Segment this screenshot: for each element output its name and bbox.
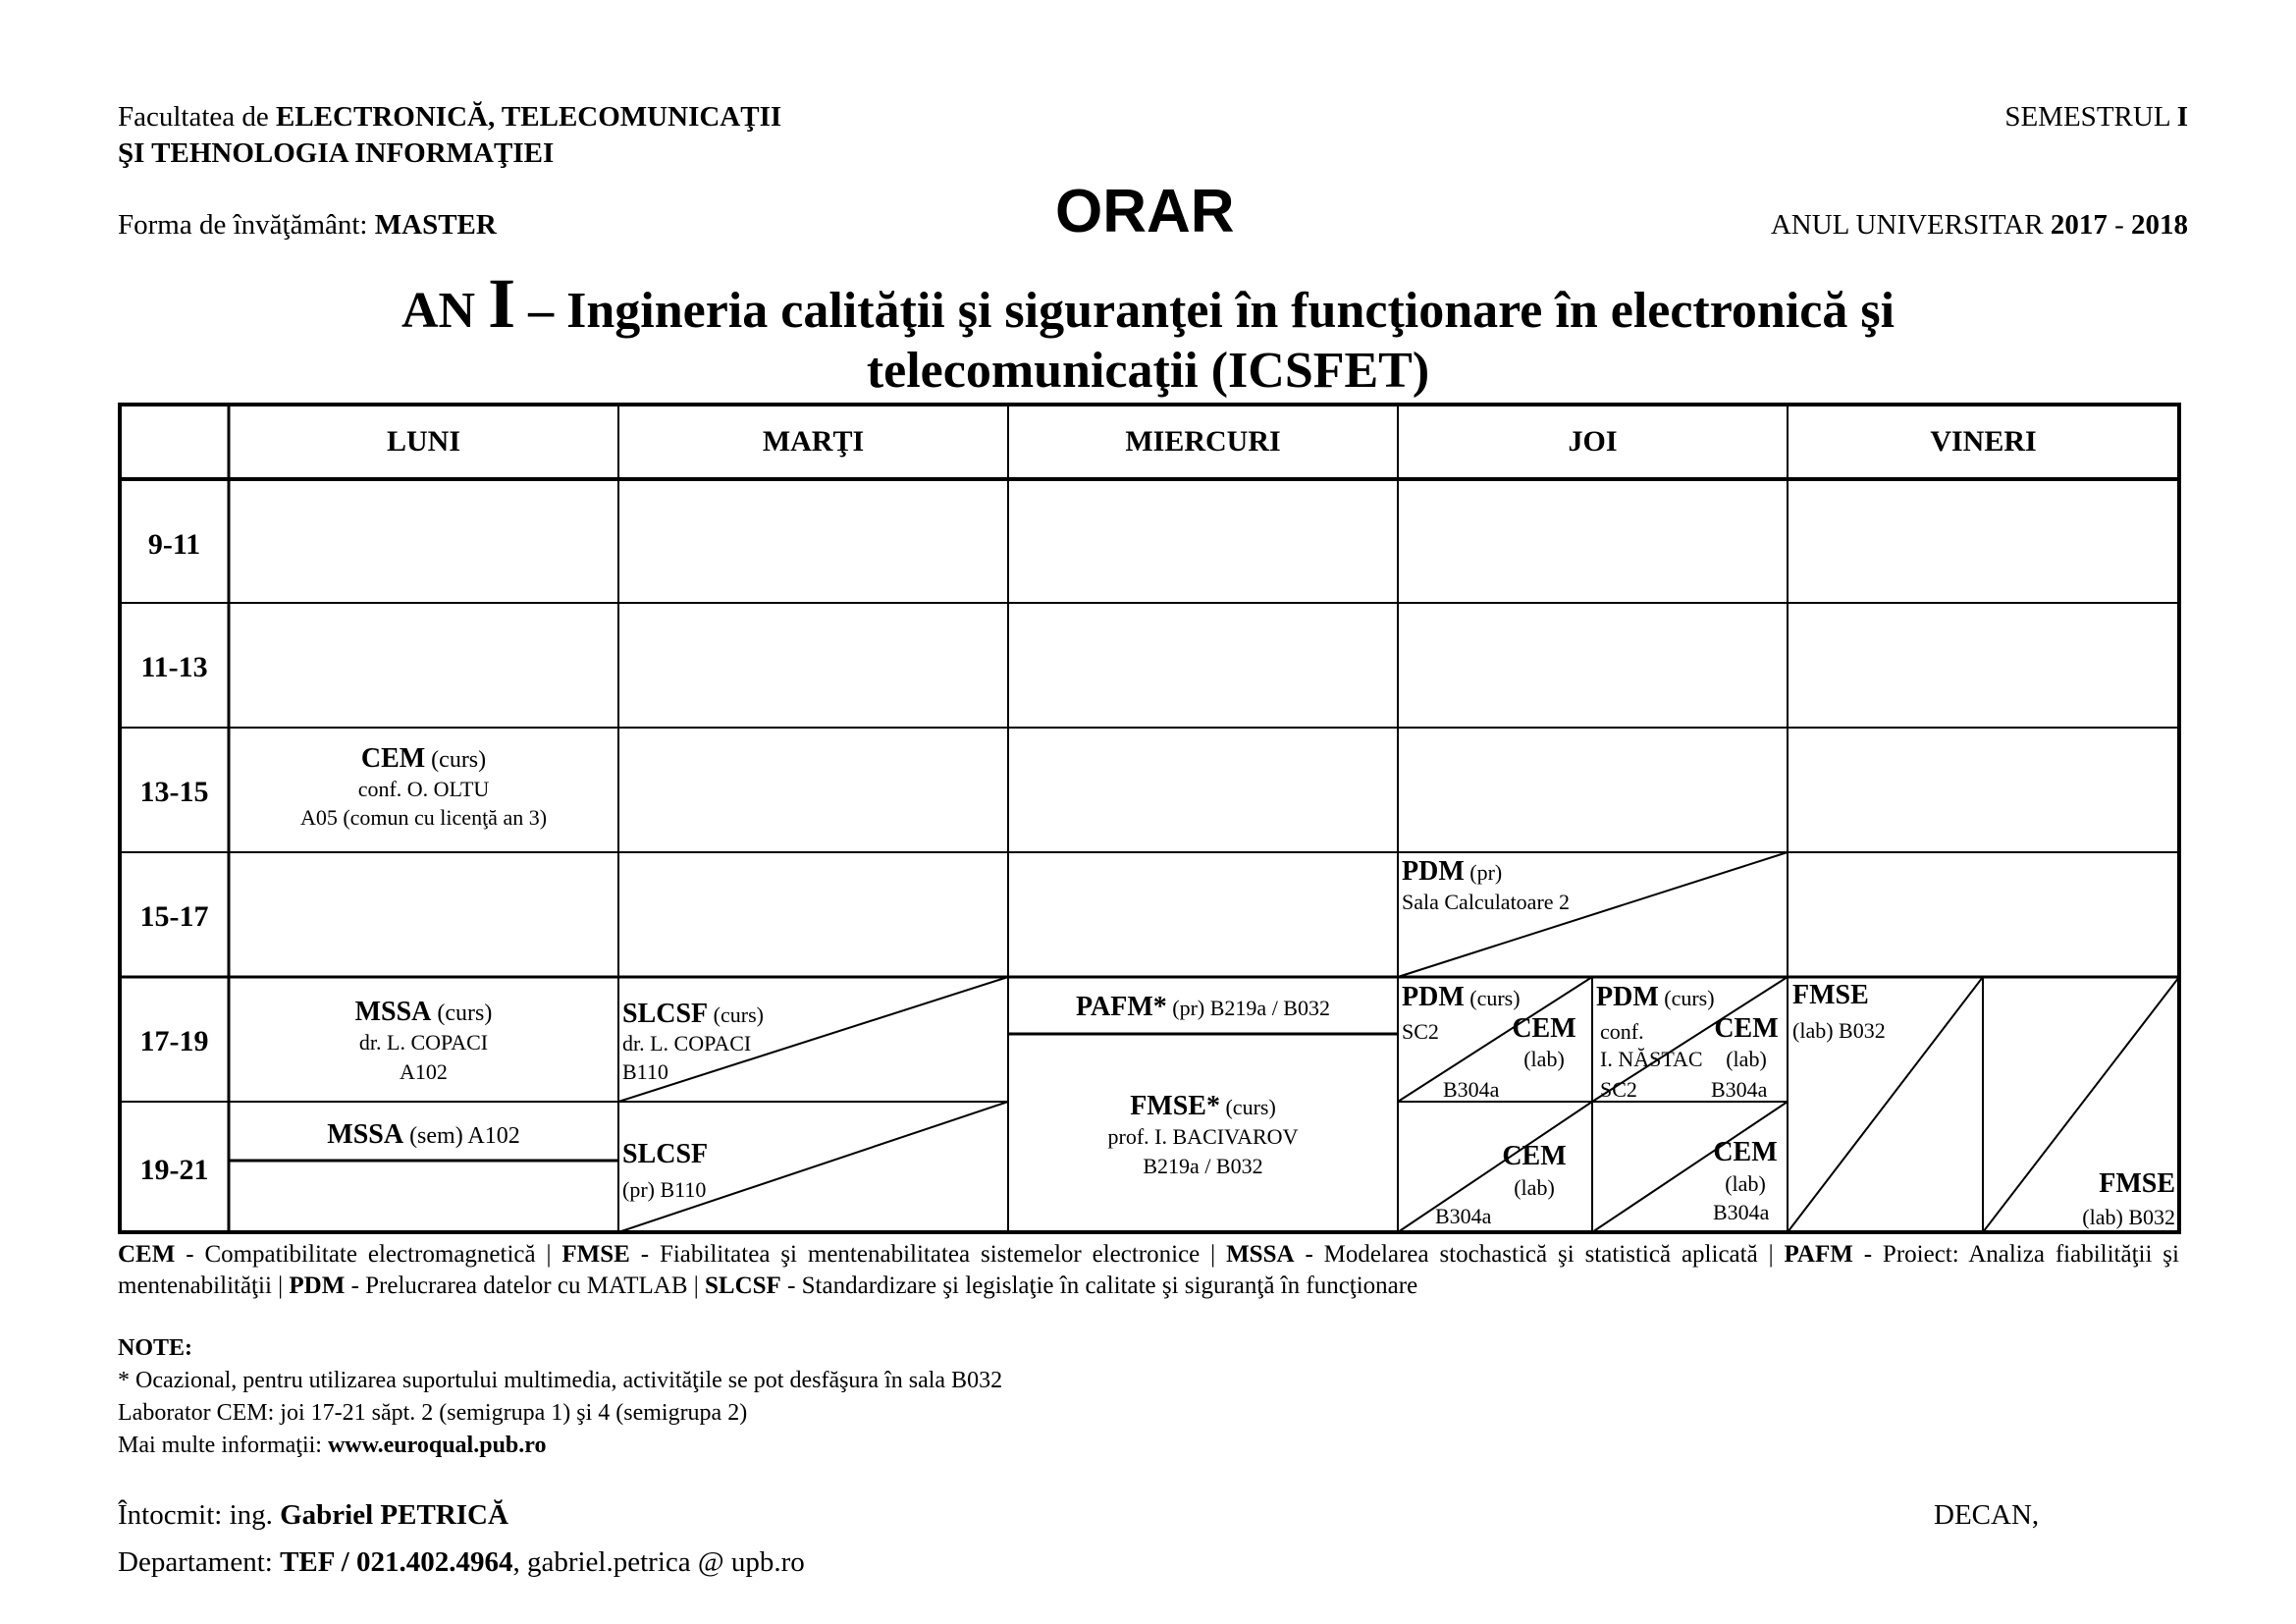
time-slot-9-11: 9-11 (147, 528, 201, 561)
room-cem-joi-1: B304a (1443, 1077, 1500, 1102)
time-slot-19-21: 19-21 (139, 1154, 209, 1186)
faculty-line-2: ŞI TEHNOLOGIA INFORMAŢIEI (118, 137, 555, 169)
program-title-line-2: telecomunicaţii (ICSFET) (866, 343, 1430, 399)
class-cem-lab-joi-4: CEM (lab) (1713, 1137, 1778, 1196)
faculty-line-1: Facultatea de ELECTRONICĂ, TELECOMUNICAŢII (118, 101, 782, 133)
teacher-pdm-joi-b-2: I. NĂSTAC (1600, 1047, 1703, 1071)
day-header-joi: JOI (1568, 425, 1618, 458)
program-title-line-1: AN I – Ingineria calităţii şi siguranţei în funcţionare în electronică şi (400, 264, 1896, 343)
day-header-miercuri: MIERCURI (1125, 425, 1281, 458)
class-slcsf-project-marti: SLCSF (pr) B110 (622, 1139, 709, 1202)
time-slot-13-15: 13-15 (139, 776, 209, 808)
info-link[interactable]: www.euroqual.pub.ro (327, 1433, 547, 1458)
day-header-luni: LUNI (386, 425, 460, 458)
class-fmse-lab-vineri-2: FMSE (lab) B032 (2082, 1168, 2175, 1229)
class-pdm-course-joi-b: PDM (curs) (1596, 982, 1715, 1012)
class-fmse-lab-vineri-1: FMSE (lab) B032 (1792, 980, 1886, 1043)
time-slot-15-17: 15-17 (139, 900, 209, 933)
time-slot-11-13: 11-13 (140, 651, 208, 683)
class-cem-lab-joi-2: CEM (lab) (1714, 1013, 1779, 1071)
room-cem-joi-3: B304a (1435, 1204, 1492, 1228)
contact-email[interactable]: , gabriel.petrica @ upb.ro (512, 1546, 805, 1578)
class-pdm-project-joi: PDM (pr) Sala Calculatoare 2 (1402, 856, 1571, 914)
class-slcsf-course-marti: SLCSF (curs) dr. L. COPACI B110 (622, 999, 764, 1084)
dean-label: DECAN, (1934, 1499, 2040, 1531)
semester: SEMESTRUL I (2004, 101, 2188, 133)
department-info: Departament: TEF / 021.402.4964, gabriel.petrica @ upb.ro (118, 1546, 805, 1578)
class-cem-lab-joi-3: CEM (lab) (1502, 1141, 1567, 1200)
abbreviation-legend: CEM - Compatibilitate electromagnetică | FMSE - Fiabilitatea şi mentenabilitatea sistemelor electronice | MSSA - Modelarea stochastică şi statistică aplicată | PAFM - Proiect: Analiza fiabilităţii şi mentenabilităţii | PDM - Prelucrarea datelor cu MATLAB | SLCSF - Standardizare şi legislaţie în calitate şi siguranţă în funcţionare (118, 1241, 2179, 1299)
day-header-vineri: VINERI (1930, 425, 2037, 458)
class-cem-lab-joi-1: CEM (lab) (1512, 1013, 1576, 1071)
day-header-marti: MARŢI (762, 425, 865, 458)
class-mssa-course-luni: MSSA (curs) dr. L. COPACI A102 (354, 997, 493, 1084)
teacher-pdm-joi-b-1: conf. (1600, 1019, 1644, 1044)
time-slot-17-19: 17-19 (139, 1025, 209, 1057)
study-form: Forma de învăţământ: MASTER (118, 209, 497, 241)
class-mssa-seminar-luni: MSSA (sem) A102 (327, 1119, 520, 1150)
class-pafm-project-miercuri: PAFM* (pr) B219a / B032 (1076, 992, 1330, 1022)
prepared-by: Întocmit: ing. Gabriel PETRICĂ (118, 1499, 508, 1531)
document-title: ORAR (1055, 178, 1235, 245)
room-pdm-joi-a: SC2 (1402, 1019, 1439, 1044)
notes-section: NOTE: * Ocazional, pentru utilizarea suportului multimedia, activităţile se pot desfăşura în sala B032 Laborator CEM: joi 17-21 săpt. 2 (semigrupa 1) şi 4 (semigrupa 2) Mai multe informaţii: www.euroqual.pub.ro (118, 1335, 1003, 1458)
class-pdm-course-joi-a: PDM (curs) (1402, 982, 1521, 1012)
class-fmse-course-miercuri: FMSE* (curs) prof. I. BACIVAROV B219a / B032 (1107, 1091, 1299, 1178)
room-pdm-joi-b: SC2 (1600, 1077, 1637, 1102)
academic-year: ANUL UNIVERSITAR 2017 - 2018 (1770, 209, 2188, 241)
room-cem-joi-4: B304a (1713, 1200, 1770, 1224)
room-cem-joi-2: B304a (1711, 1077, 1768, 1102)
class-cem-course-luni: CEM (curs) conf. O. OLTU A05 (comun cu licenţă an 3) (299, 743, 548, 830)
